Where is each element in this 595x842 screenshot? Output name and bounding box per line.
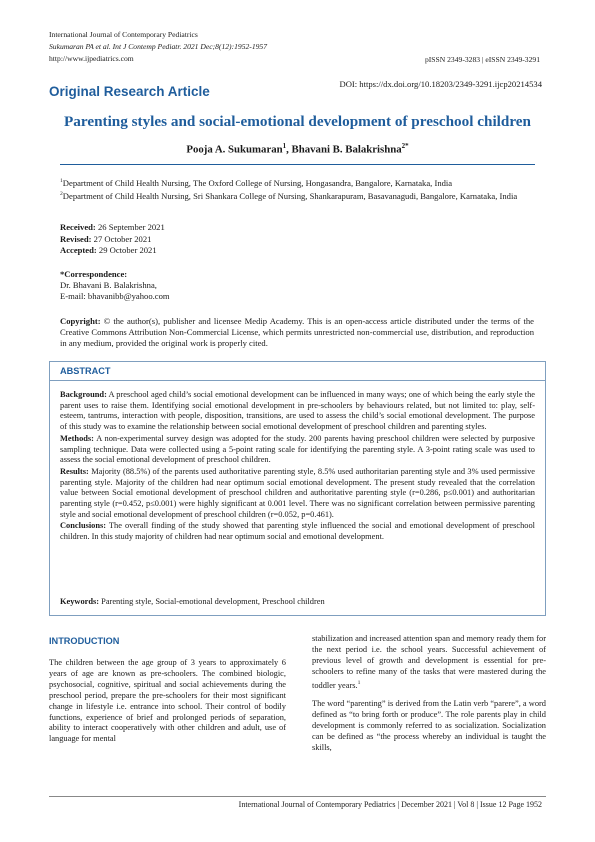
correspondence [60, 269, 360, 301]
page-footer: International Journal of Contemporary Pediatrics | December 2021 | Vol 8 | Issue 12 Page 1952 [238, 800, 542, 809]
accepted-date: Accepted: 29 October 2021 [60, 245, 157, 255]
article-type: Original Research Article [49, 84, 210, 99]
footer-divider [49, 796, 546, 797]
doi-link[interactable]: DOI: https://dx.doi.org/10.18203/2349-3291.ijcp20214534 [339, 79, 542, 89]
author-1: Pooja A. Sukumaran [186, 143, 283, 156]
copyright-text: © the author(s), publisher and licensee Medip Academy. This is an open-access article distributed under the terms of the Creative Commons Attribution Non-Commercial License, which permits unrestricted non-commercial use, distribution, and reproduction in any medium, provided the original work is properly cited. [60, 316, 534, 348]
copyright-label: Copyright: [60, 316, 101, 326]
author-2-affil: 2* [401, 142, 409, 150]
abstract-background: Background: A preschool aged child’s social emotional development can be influenced in many ways; one of which being the early style the parent uses to raise them. Identifying social emotional development in pre-schoolers by behaviours related, but not limited to: play, self-esteem, tantrums, interaction with people, disposition, transitions, are used to assess the child’s social emotional development. The purpose of this study was to examine the relationship between social emotional development of preschool children and parenting styles. [60, 390, 535, 432]
author-1-affil: 1 [282, 142, 287, 150]
author-separator: , [286, 143, 292, 156]
author-2: Bhavani B. Balakrishna [291, 143, 402, 156]
abstract-conclusions: Conclusions: The overall finding of the study showed that parenting style influenced the social and emotional development of preschool children. In this study majority of children had near optimum social and emotional development. [60, 521, 535, 542]
affiliations [60, 176, 535, 202]
abstract-results: Results: Majority (88.5%) of the parents used authoritative parenting style, 8.5% used authoritarian parenting style and 3% used permissive parenting style. Majority of the children had near optimum social emotional development. The present study revealed that the correlation value between Social emotional development of preschool children and authoritative parenting style (r=0.286, p≤0.001) and authoritarian parenting style (r=0.452, p≤0.001) were highly significant at 0.001 level. There was no significant correlation between permissive parenting style and social emotional development of preschool children (r=0.052, p=0.461). [60, 466, 535, 519]
received-date: Received: 26 September 2021 [60, 222, 165, 232]
journal-url[interactable]: http://www.ijpediatrics.com [49, 54, 134, 63]
correspondence-label: *Correspondence: [60, 269, 128, 279]
abstract-body [60, 390, 535, 544]
revised-date: Revised: 27 October 2021 [60, 233, 152, 244]
abstract-heading: ABSTRACT [60, 366, 111, 376]
intro-paragraph-1: The children between the age group of 3 years to approximately 6 years of age are known as pre-schoolers. The combined biologic, psychosocial, cognitive, spiritual and social achievements during the preschool period, prepare the pre-schoolers for their most significant change in lifestyle i.e. entrance into school. Their control of bodily functions, experience of brief and prolonged periods of separation, ability to interact cooperatively with other children and adult, use of language for mental [49, 658, 286, 744]
author-list [0, 142, 595, 156]
affiliation-2: $^2$Department of Child Health Nursing, Sri Shankara College of Nursing, Shankarapuram, Basavanagudi, Bangalore, Karnataka, India [60, 190, 518, 201]
intro-left-column [49, 658, 286, 753]
introduction-heading: INTRODUCTION [49, 636, 120, 646]
correspondence-name: Dr. Bhavani B. Balakrishna, [60, 279, 157, 290]
issn: pISSN 2349-3283 | eISSN 2349-3291 [424, 55, 540, 64]
intro-paragraph-3: The word “parenting” is derived from the Latin verb “parere”, a word defined as “to bring forth or produce”. The role parents play in child development is commonly referred to as socialization. Socialization can be defined as “the process whereby an individual is taught the skills, [312, 699, 546, 752]
citation-line: Sukumaran PA et al. Int J Contemp Pediatr. 2021 Dec;8(12):1952-1957 [49, 42, 268, 51]
abstract-methods: Methods: A non-experimental survey design was adopted for the study. 200 parents having preschool children were selected by purposive sampling technique. Data were collected using a 5-point rating scale for identifying the parenting style. A 3-point rating scale was used to assess the social emotional development of preschool children. [60, 433, 535, 465]
journal-name: International Journal of Contemporary Pediatrics [49, 30, 198, 39]
abstract-divider [49, 380, 546, 381]
affiliation-1: $^1$Department of Child Health Nursing, The Oxford College of Nursing, Hongasandra, Bangalore, Karnataka, India [60, 177, 453, 188]
keywords: Keywords: Parenting style, Social-emotional development, Preschool children [60, 597, 325, 606]
copyright-notice [60, 316, 534, 349]
correspondence-email[interactable]: E-mail: bhavanibb@yahoo.com [60, 290, 170, 301]
intro-right-column [312, 634, 546, 762]
title-divider [60, 164, 535, 165]
intro-paragraph-2: stabilization and increased attention span and memory ready them for the next period i.e. the school years. Successful achievement of previous level of growth and development is essential for pre-schoolers to refine many of the tasks that were mastered during the toddler years.$^1$ [312, 634, 546, 690]
article-dates [60, 222, 360, 257]
paper-title: Parenting styles and social-emotional development of preschool children [63, 113, 531, 130]
